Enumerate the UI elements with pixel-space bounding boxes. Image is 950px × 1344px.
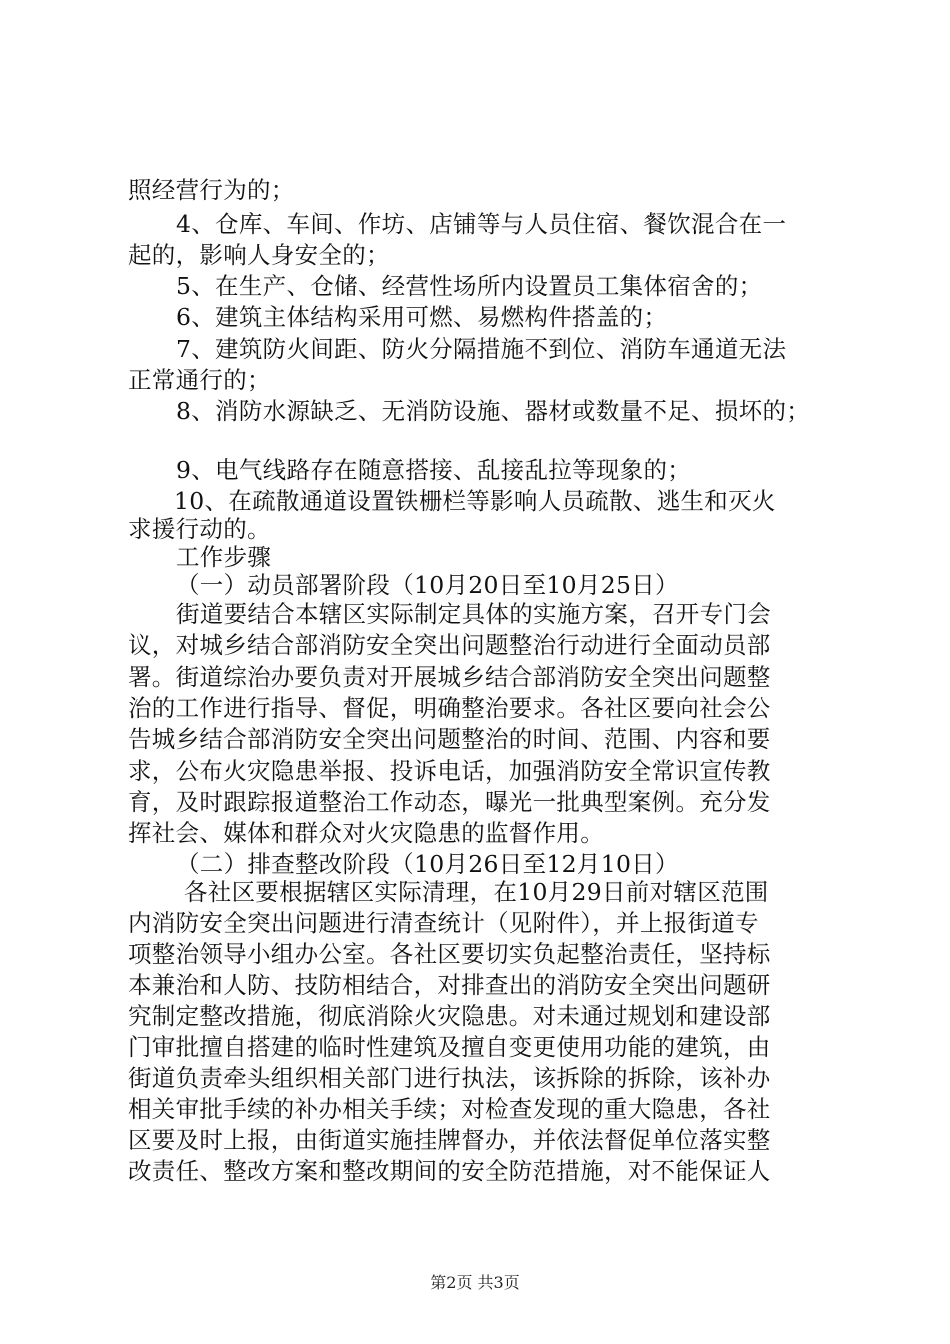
text-line: 7、建筑防火间距、防火分隔措施不到位、消防车通道无法 [176, 335, 787, 363]
text-line: 6、建筑主体结构采用可燃、易燃构件搭盖的； [176, 303, 668, 331]
subsection-heading: （一）动员部署阶段（10月20日至10月25日） [176, 571, 679, 599]
text-line: 街道负责牵头组织相关部门进行执法，该拆除的拆除，该补办 [128, 1064, 771, 1092]
text-line: 议，对城乡结合部消防安全突出问题整治行动进行全面动员部 [128, 631, 771, 659]
text-line: 究制定整改措施，彻底消除火灾隐患。对未通过规划和建设部 [128, 1002, 771, 1030]
text-line: 区要及时上报，由街道实施挂牌督办，并依法督促单位落实整 [128, 1126, 771, 1154]
text-line: 起的，影响人身安全的； [128, 241, 390, 269]
text-line: 改责任、整改方案和整改期间的安全防范措施，对不能保证人 [128, 1157, 771, 1185]
text-line: 告城乡结合部消防安全突出问题整治的时间、范围、内容和要 [128, 725, 771, 753]
text-line: 照经营行为的； [128, 176, 295, 204]
subsection-heading: （二）排查整改阶段（10月26日至12月10日） [176, 850, 679, 878]
text-line: 10、在疏散通道设置铁栅栏等影响人员疏散、逃生和灭火 [174, 487, 776, 515]
text-line: 求，公布火灾隐患举报、投诉电话，加强消防安全常识宣传教 [128, 757, 771, 785]
text-line: 5、在生产、仓储、经营性场所内设置员工集体宿舍的； [176, 272, 763, 300]
text-line: 挥社会、媒体和群众对火灾隐患的监督作用。 [128, 819, 604, 847]
page-number-footer: 第2页 共3页 [430, 1273, 520, 1292]
text-line: 内消防安全突出问题进行清查统计（见附件），并上报街道专 [128, 909, 759, 937]
text-line: 4、仓库、车间、作坊、店铺等与人员住宿、餐饮混合在一 [176, 210, 787, 238]
section-heading: 工作步骤 [176, 543, 272, 571]
text-line: 8、消防水源缺乏、无消防设施、器材或数量不足、损坏的； [176, 397, 811, 425]
text-line: 项整治领导小组办公室。各社区要切实负起整治责任，坚持标 [128, 940, 771, 968]
text-line: 求援行动的。 [128, 515, 271, 543]
text-line: 正常通行的； [128, 366, 271, 394]
text-line: 署。街道综治办要负责对开展城乡结合部消防安全突出问题整 [128, 663, 771, 691]
text-line: 9、电气线路存在随意搭接、乱接乱拉等现象的； [176, 456, 692, 484]
text-line: 相关审批手续的补办相关手续；对检查发现的重大隐患，各社 [128, 1095, 771, 1123]
text-line: 本兼治和人防、技防相结合，对排查出的消防安全突出问题研 [128, 971, 771, 999]
text-line: 街道要结合本辖区实际制定具体的实施方案，召开专门会 [176, 600, 771, 628]
text-line: 治的工作进行指导、督促，明确整治要求。各社区要向社会公 [128, 694, 771, 722]
text-line: 门审批擅自搭建的临时性建筑及擅自变更使用功能的建筑，由 [128, 1033, 771, 1061]
text-line: 各社区要根据辖区实际清理，在10月29日前对辖区范围 [184, 878, 769, 906]
text-line: 育，及时跟踪报道整治工作动态，曝光一批典型案例。充分发 [128, 788, 771, 816]
